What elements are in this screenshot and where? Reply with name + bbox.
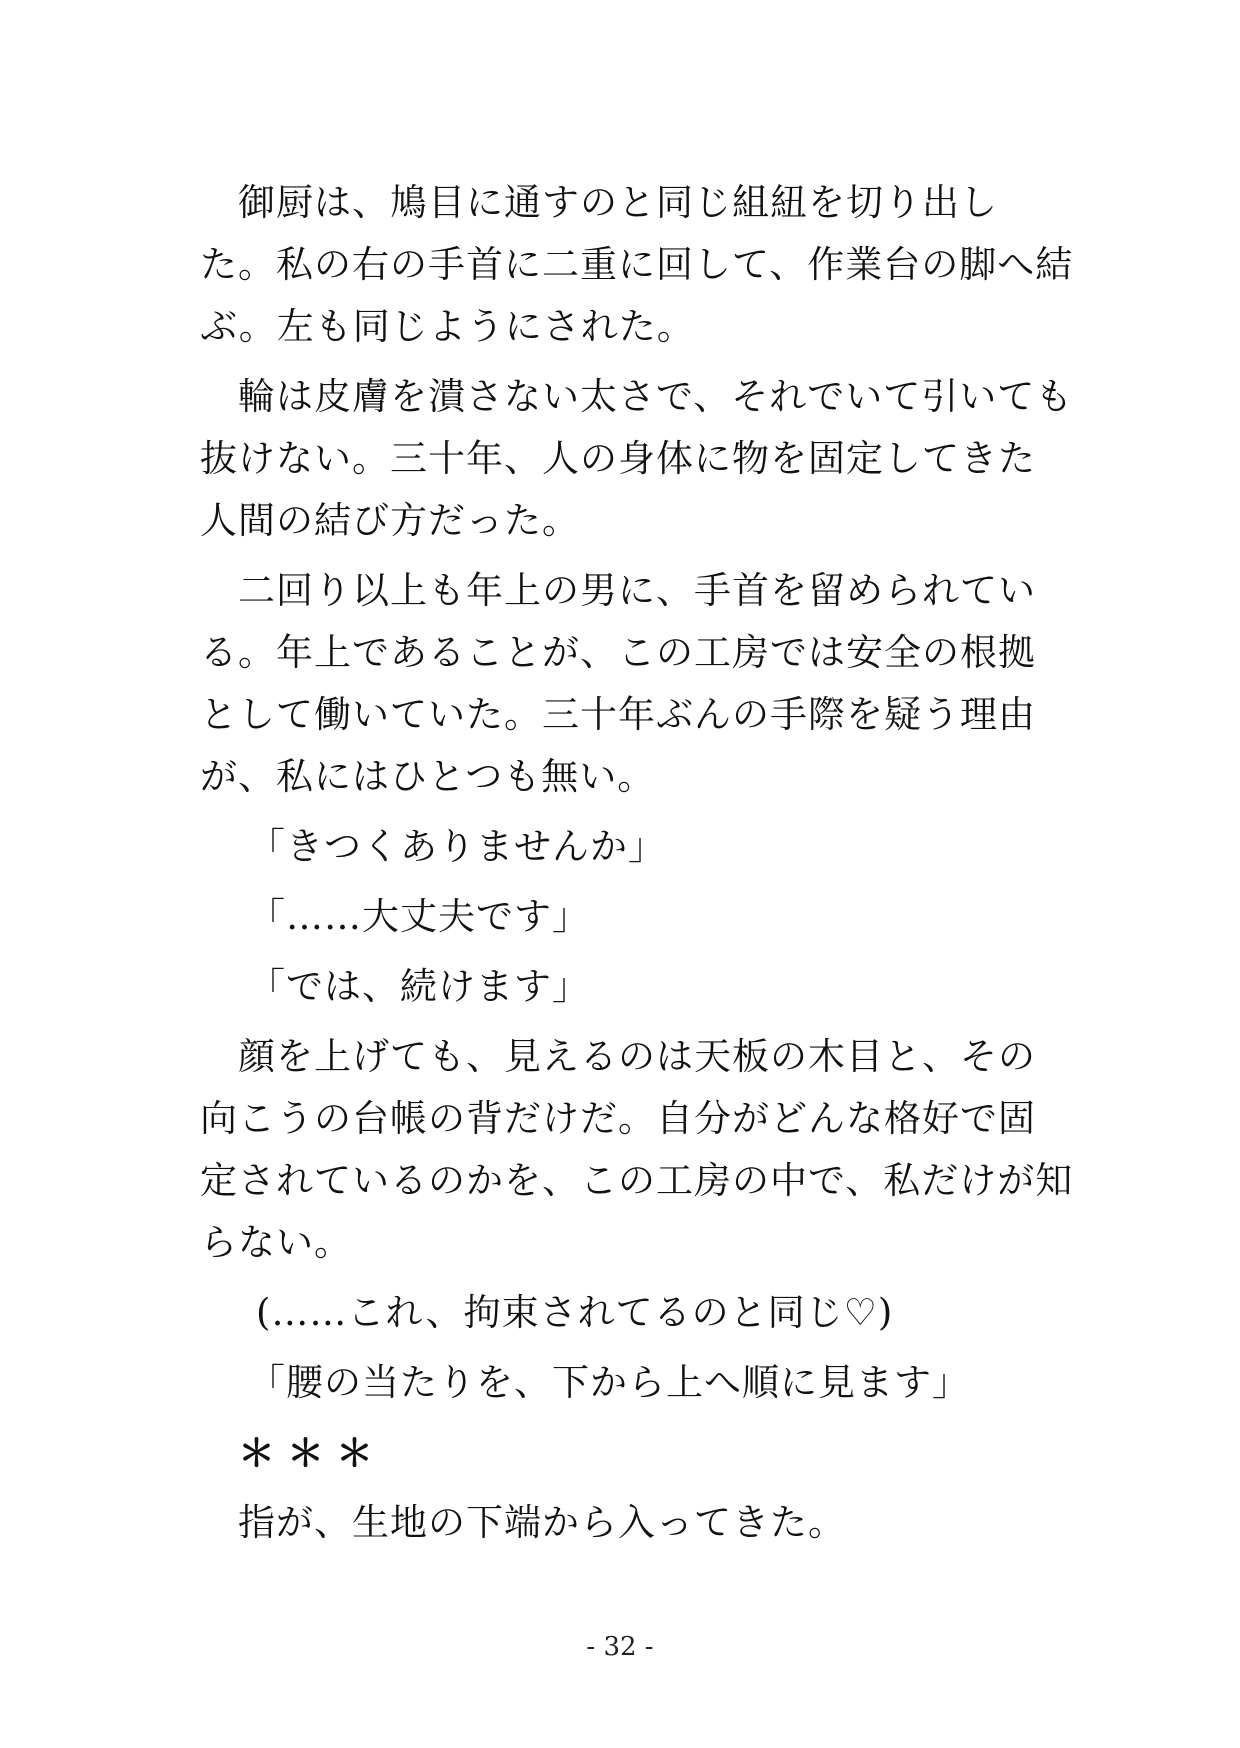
text-line: 顔を上げても、見えるのは天板の木目と、その bbox=[238, 1035, 1036, 1078]
text-line: ぶ。左も同じようにされた。 bbox=[200, 305, 695, 348]
body-text bbox=[200, 172, 1074, 1554]
text-line: 人間の結び方だった。 bbox=[200, 499, 580, 542]
text-line: 二回り以上も年上の男に、手首を留められてい bbox=[238, 569, 1036, 612]
text-line: る。年上であることが、この工房では安全の根拠 bbox=[200, 631, 1036, 674]
dialogue-line: 「……大丈夫です」 bbox=[248, 895, 590, 938]
page-number: - 32 - bbox=[586, 1632, 654, 1662]
text-line: 抜けない。三十年、人の身体に物を固定してきた bbox=[200, 437, 1036, 480]
text-line: として働いていた。三十年ぶんの手際を疑う理由 bbox=[200, 693, 1036, 736]
dialogue-line: 「きつくありませんか」 bbox=[248, 825, 666, 868]
inner-thought-line: (……これ、拘束されてるのと同じ♡) bbox=[256, 1291, 894, 1334]
dialogue-line: 「では、続けます」 bbox=[248, 965, 590, 1008]
text-line: が、私にはひとつも無い。 bbox=[200, 755, 656, 798]
text-line: た。私の右の手首に二重に回して、作業台の脚へ結 bbox=[200, 243, 1074, 286]
dialogue-line: 「腰の当たりを、下から上へ順に見ます」 bbox=[248, 1361, 970, 1404]
text-line: らない。 bbox=[200, 1221, 352, 1264]
text-line: 定されているのかを、この工房の中で、私だけが知 bbox=[200, 1159, 1074, 1202]
text-line: 指が、生地の下端から入ってきた。 bbox=[238, 1501, 846, 1544]
text-line: 向こうの台帳の背だけだ。自分がどんな格好で固 bbox=[200, 1097, 1036, 1140]
scene-separator: ＊＊＊ bbox=[238, 1431, 385, 1475]
text-line: 御厨は、鳩目に通すのと同じ組紐を切り出し bbox=[238, 181, 998, 224]
text-line: 輪は皮膚を潰さない太さで、それでいて引いても bbox=[238, 375, 1074, 418]
